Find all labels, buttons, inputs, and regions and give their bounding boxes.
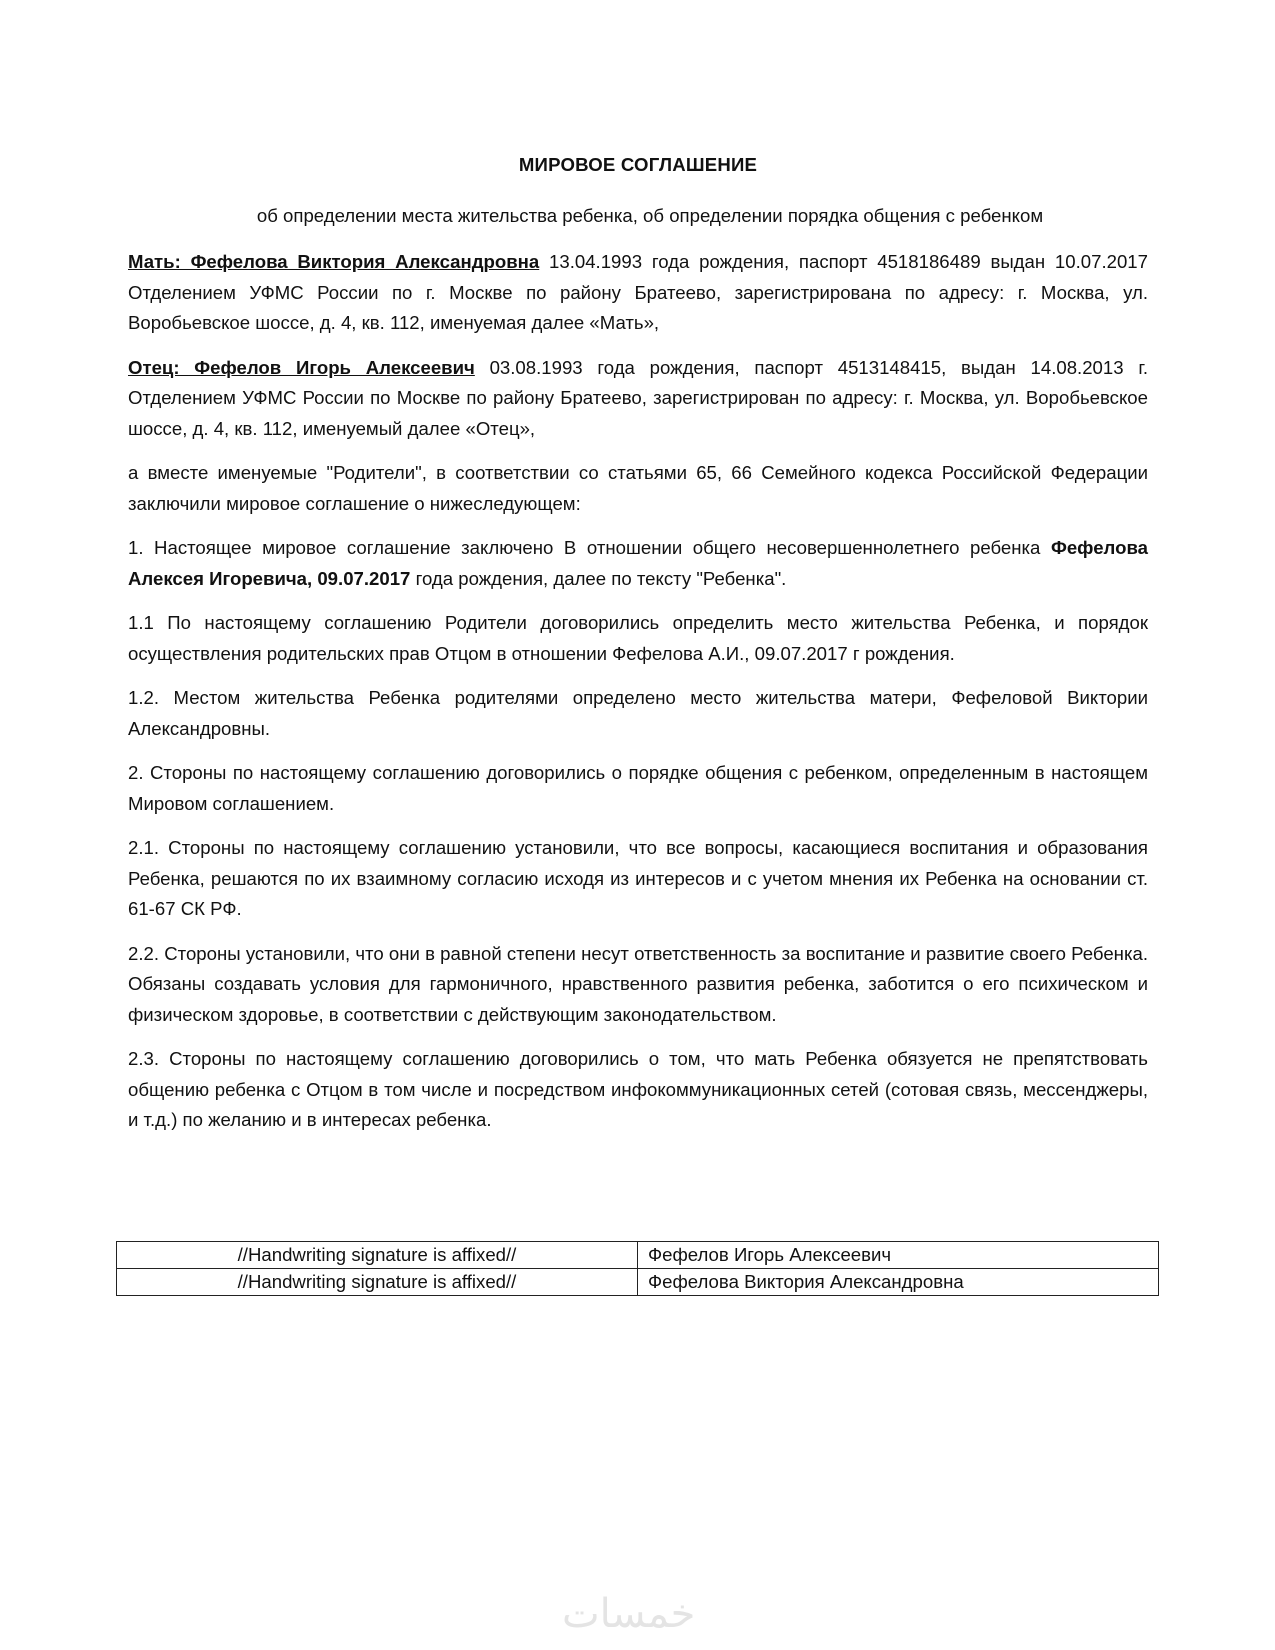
signer-name: Фефелова Виктория Александровна (638, 1269, 1159, 1296)
signer-name: Фефелов Игорь Алексеевич (638, 1242, 1159, 1269)
father-details: 03.08.1993 года рождения, паспорт 4513148415, выдан 14.08.2013 г. Отделением УФМС России по Москве по району Братеево, зарегистрирован по адресу: г. Москва, ул. Воробьевское шоссе, д. 4, кв. 112, именуемый далее «Отец», (128, 356, 1149, 439)
clause-1-end: года рождения, далее по тексту "Ребенка". (410, 567, 787, 589)
document-subtitle: об определении места жительства ребенка, об определении порядка общения с ребенком (256, 204, 1044, 226)
document-title: МИРОВОЕ СОГЛАШЕНИЕ (518, 154, 758, 175)
signature-row (117, 1269, 1159, 1296)
clause-1-1: 1.1 По настоящему соглашению Родители договорились определить место жительства Ребенка, и порядок осуществления родительских прав Отцом в отношении Фефелова А.И., 09.07.2017 г рождения. (128, 612, 1148, 664)
clause-2: 2. Стороны по настоящему соглашению договорились о порядке общения с ребенком, определенным в настоящем Мировом соглашением. (128, 762, 1148, 814)
watermark-logo: خمسات (562, 1591, 696, 1637)
clause-2-3: 2.3. Стороны по настоящему соглашению договорились о том, что мать Ребенка обязуется не препятствовать общению ребенка с Отцом в том числе и посредством инфокоммуникационных сетей (сотовая связь, мессенджеры, и т.д.) по желанию и в интересах ребенка. (128, 1048, 1148, 1130)
clause-1 (128, 533, 1148, 594)
signature-row (117, 1242, 1159, 1269)
mother-paragraph (128, 247, 1148, 339)
clause-2-1: 2.1. Стороны по настоящему соглашению установили, что все вопросы, касающиеся воспитания и образования Ребенка, решаются по их взаимному согласию исходя из интересов и с учетом мнения их Ребенка на основании ст. 61-67 СК РФ. (128, 837, 1148, 919)
clause-1-2: 1.2. Местом жительства Ребенка родителями определено место жительства матери, Фефеловой Виктории Александровны. (128, 687, 1148, 739)
father-label: Отец: Фефелов Игорь Алексеевич (128, 356, 475, 378)
father-paragraph (128, 353, 1148, 445)
document-page (128, 140, 1148, 1150)
mother-details: 13.04.1993 года рождения, паспорт 4518186489 выдан 10.07.2017 Отделением УФМС России по г. Москве по району Братеево, зарегистрирована по адресу: г. Москва, ул. Воробьевское шоссе, д. 4, кв. 112, именуемая далее «Мать», (128, 251, 1148, 333)
parents-paragraph: а вместе именуемые "Родители", в соответствии со статьями 65, 66 Семейного кодекса Российской Федерации заключили мировое соглашение о нижеследующем: (128, 462, 1148, 514)
clause-2-2: 2.2. Стороны установили, что они в равной степени несут ответственность за воспитание и развитие своего Ребенка. Обязаны создавать условия для гармоничного, нравственного развития ребенка, заботится о его психическом и физическом здоровье, в соответствии с действующим законодательством. (128, 942, 1148, 1025)
mother-label: Мать: Фефелова Виктория Александровна (128, 251, 540, 272)
child-name: Фефелова Алексея Игоревича, 09.07.2017 (128, 537, 1148, 589)
clause-1-intro: 1. Настоящее мировое соглашение заключено В отношении общего несовершеннолетнего ребенка (128, 537, 1051, 558)
signature-placeholder: //Handwriting signature is affixed// (117, 1269, 638, 1296)
signature-table (116, 1241, 1159, 1296)
signature-placeholder: //Handwriting signature is affixed// (117, 1242, 638, 1269)
